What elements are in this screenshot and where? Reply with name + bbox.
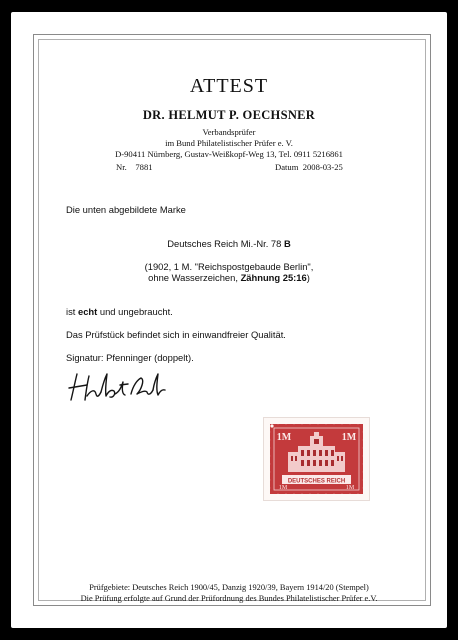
examiner-role: Verbandsprüfer [202, 127, 256, 137]
certificate-number [116, 162, 153, 172]
handwritten-signature [65, 370, 167, 404]
perforation: Zähnung 25:16 [240, 272, 307, 283]
description-line-2 [11, 272, 447, 283]
stamp-value-left: 1M [276, 432, 292, 443]
intro-text: Die unten abgebildete Marke [66, 204, 186, 215]
desc2-prefix: ohne Wasserzeichen, [148, 272, 241, 283]
stamp-inscription: DEUTSCHES REICH [287, 478, 346, 485]
stamp-illustration [264, 418, 369, 500]
catalog-line [11, 238, 447, 249]
status-verdict: echt [77, 306, 98, 317]
date-value: 2008-03-25 [302, 162, 343, 172]
quality-line: Das Prüfstück befindet sich in einwandfreier Qualität. [66, 329, 286, 340]
stamp-image [263, 417, 370, 501]
desc2-suffix: ) [306, 272, 310, 283]
stamp-value-bottom-left: 1M [278, 485, 288, 491]
inner-border [38, 39, 426, 601]
certificate-date [275, 162, 343, 172]
footer-regulation-note: Die Prüfung erfolgte auf Grund der Prüfordnung des Bundes Philatelistischer Prüfer e.V. [80, 594, 378, 603]
examiner-association: im Bund Philatelistischer Prüfer e. V. [165, 138, 293, 148]
examiner-address: D-90411 Nürnberg, Gustav-Weißkopf-Weg 13, Tel. 0911 5216861 [115, 149, 343, 159]
number-value: 7881 [135, 162, 153, 172]
status-prefix: ist [66, 306, 78, 317]
number-label: Nr. [116, 162, 127, 172]
description-line-1: (1902, 1 M. "Reichspostgebaude Berlin", [144, 261, 314, 272]
certificate-title: ATTEST [189, 75, 269, 97]
signature-line: Signatur: Pfenninger (doppelt). [66, 352, 194, 363]
date-label: Datum [275, 162, 299, 172]
examiner-name: DR. HELMUT P. OECHSNER [142, 108, 316, 122]
status-suffix: und ungebraucht. [97, 306, 173, 317]
stamp-value-bottom-right: 1M [345, 485, 355, 491]
certificate-sheet [11, 12, 447, 628]
catalog-text: Deutsches Reich Mi.-Nr. 78 [167, 238, 282, 249]
status-line [66, 306, 173, 317]
stamp-value-right: 1M [341, 432, 357, 443]
catalog-letter: B [283, 238, 291, 249]
footer-examination-areas: Prüfgebiete: Deutsches Reich 1900/45, Danzig 1920/39, Bayern 1914/20 (Stempel) [89, 583, 369, 592]
